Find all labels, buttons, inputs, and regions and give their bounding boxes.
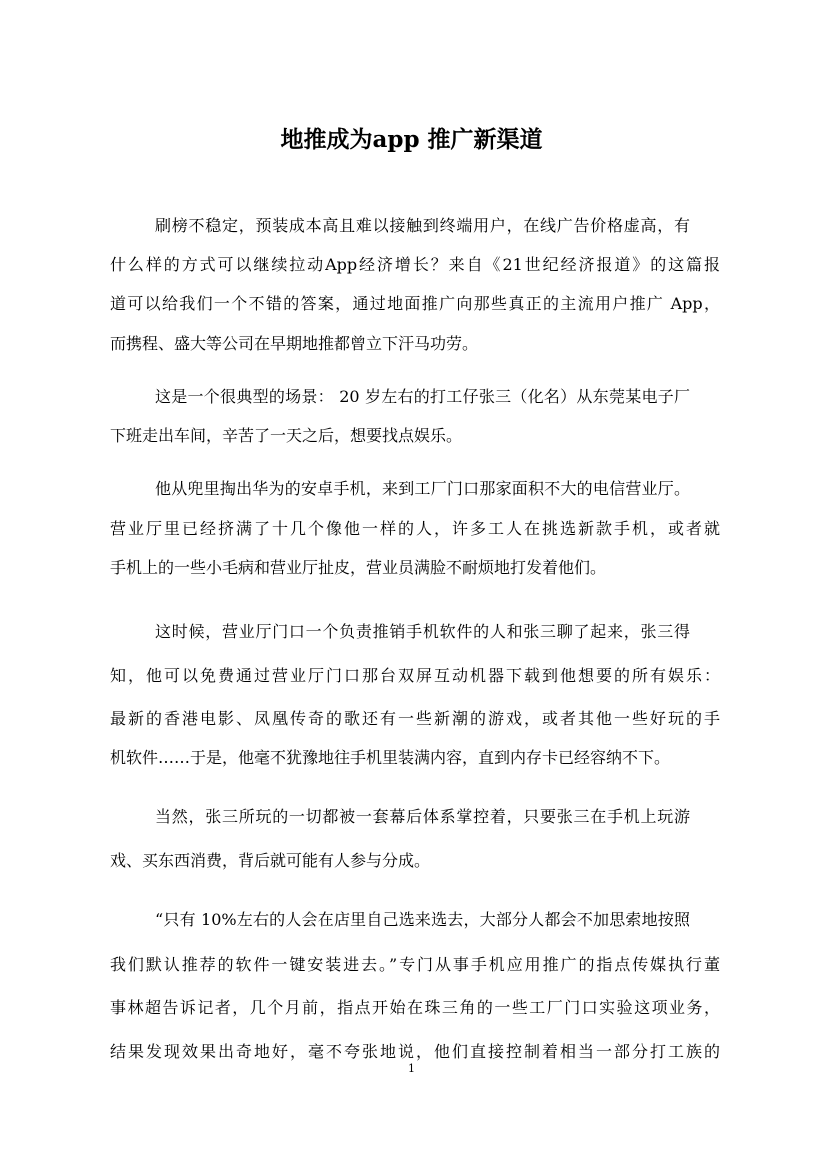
paragraph-6-line-3: 事林超告诉记者，几个月前，指点开始在珠三角的一些工厂门口实验这项业务， [110,998,720,1017]
paragraph-6-line-2: 我们默认推荐的软件一键安装进去。”专门从事手机应用推广的指点传媒执行董 [110,955,720,974]
paragraph-5-line-2: 戏、买东西消费，背后就可能有人参与分成。 [110,851,431,870]
paragraph-1-line-2: 什么样的方式可以继续拉动App经济增长？来自《21世纪经济报道》的这篇报 [110,255,720,274]
paragraph-6-line-4: 结果发现效果出奇地好，毫不夸张地说，他们直接控制着相当一部分打工族的 [110,1042,720,1061]
paragraph-1-line-1: 刷榜不稳定，预装成本高且难以接触到终端用户，在线广告价格虚高，有 [155,216,690,235]
paragraph-4-line-3: 最新的香港电影、凤凰传奇的歌还有一些新潮的游戏，或者其他一些好玩的手 [110,709,720,728]
paragraph-3-line-1: 他从兜里掏出华为的安卓手机，来到工厂门口那家面积不大的电信营业厅。 [155,479,690,498]
paragraph-5-line-1: 当然，张三所玩的一切都被一套幕后体系掌控着，只要张三在手机上玩游 [155,807,690,826]
paragraph-4-line-1: 这时候，营业厅门口一个负责推销手机软件的人和张三聊了起来，张三得 [155,622,690,641]
paragraph-3-line-3: 手机上的一些小毛病和营业厅扯皮，营业员满脸不耐烦地打发着他们。 [110,558,607,577]
paragraph-4-line-2: 知，他可以免费通过营业厅门口那台双屏互动机器下载到他想要的所有娱乐： [110,666,720,685]
paragraph-4-line-4: 机软件……于是，他毫不犹豫地往手机里装满内容，直到内存卡已经容纳不下。 [110,748,671,767]
paragraph-1-line-3: 道可以给我们一个不错的答案，通过地面推广向那些真正的主流用户推广 App， [110,294,720,313]
paragraph-2-line-2: 下班走出车间，辛苦了一天之后，想要找点娱乐。 [110,426,463,445]
paragraph-3-line-2: 营业厅里已经挤满了十几个像他一样的人，许多工人在挑选新款手机，或者就 [110,519,720,538]
page-number: 1 [408,1062,415,1075]
document-title: 地推成为app 推广新渠道 [280,126,543,153]
paragraph-1-line-4: 而携程、盛大等公司在早期地推都曾立下汗马功劳。 [110,334,479,353]
paragraph-2-line-1: 这是一个很典型的场景： 20 岁左右的打工仔张三（化名）从东莞某电子厂 [155,387,690,406]
paragraph-6-line-1: “只有 10%左右的人会在店里自己选来选去，大部分人都会不加思索地按照 [155,910,690,929]
